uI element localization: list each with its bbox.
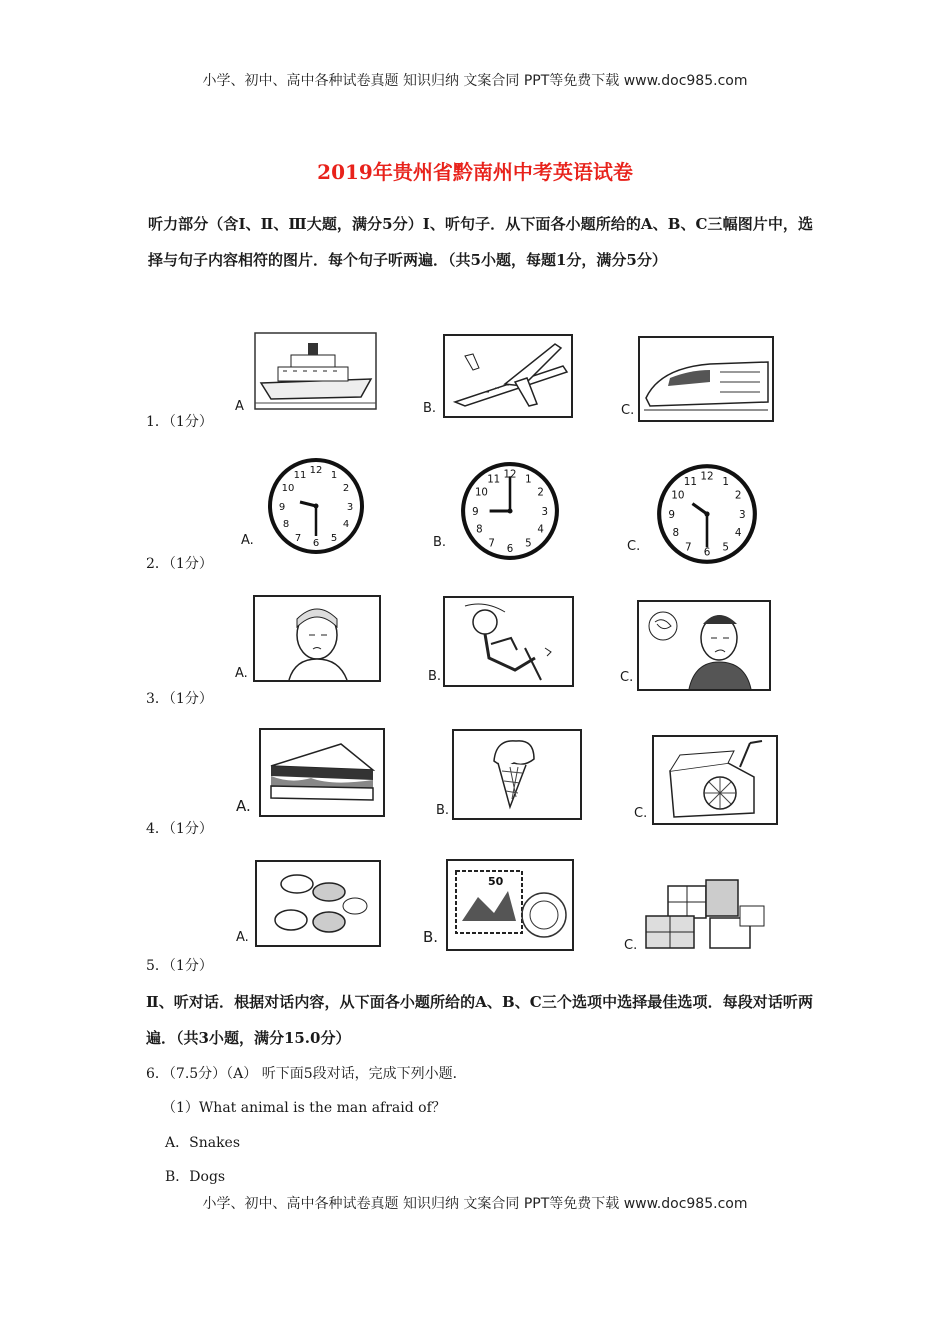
svg-text:7: 7 [294,533,302,544]
page-footer: 小学、初中、高中各种试卷真题 知识归纳 文案合同 PPT等免费下载 www.doc985.com [202,1196,748,1212]
stamp-icon [448,861,572,949]
q4-option-b-label: B. [436,803,450,818]
svg-text:6: 6 [506,543,514,555]
airplane-icon [445,336,571,416]
gifts-picture[interactable] [640,866,768,952]
svg-text:12: 12 [503,469,517,481]
svg-text:9: 9 [668,509,675,522]
q4-option-c-label: C. [634,806,648,821]
listening-instructions: 听力部分（含Ⅰ、Ⅱ、Ⅲ大题，满分5分）Ⅰ、听句子．从下面各小题所给的A、B、C三幅图片中，选择与句子内容相符的图片．每个句子听两遍．（共5小题，每题1分，满分5分） [148,215,813,269]
svg-text:8: 8 [476,524,483,536]
svg-text:10: 10 [281,483,295,494]
svg-text:2: 2 [734,489,742,502]
svg-text:11: 11 [487,474,501,486]
stamp-value-text: 50 [488,875,504,888]
stomachache-picture[interactable] [637,600,771,691]
question-6-sub-1: （1）What animal is the man afraid of？ [162,1100,446,1116]
clock-half-past-nine[interactable] [266,456,366,556]
svg-text:1: 1 [330,470,338,481]
question-4-label: 4．（1分） [146,821,213,837]
ice-cream-icon [454,731,580,818]
sandwich-icon [261,730,383,815]
q3-option-c-label: C. [620,670,634,685]
q3-option-a-label: A. [235,666,248,681]
svg-text:12: 12 [309,465,323,476]
stamp-picture[interactable] [446,859,574,951]
bullet-train-icon [640,338,772,420]
question-3-label: 3．（1分） [146,691,213,707]
svg-text:6: 6 [312,538,320,549]
svg-text:4: 4 [537,524,544,536]
bandaged-head-icon [255,597,379,680]
svg-text:12: 12 [700,470,714,483]
injured-person-icon [445,598,572,685]
q5-option-c-label: C. [624,938,638,953]
gift-boxes-icon [640,866,768,952]
page-header: 小学、初中、高中各种试卷真题 知识归纳 文案合同 PPT等免费下载 www.doc985.com [202,73,748,89]
q2-option-b-label: B. [433,535,447,550]
svg-text:8: 8 [282,519,290,530]
orange-juice-picture[interactable] [652,735,778,825]
airplane-picture[interactable] [443,334,573,418]
clock-icon [266,456,366,556]
q4-option-a-label: A. [236,797,251,815]
q5-option-b-label: B. [423,928,439,946]
svg-text:10: 10 [474,487,488,499]
svg-text:6: 6 [703,546,711,559]
headache-picture[interactable] [253,595,381,682]
clock-nine[interactable] [459,460,561,562]
cruise-ship-picture[interactable] [253,331,378,411]
ice-cream-picture[interactable] [452,729,582,820]
broken-leg-picture[interactable] [443,596,574,687]
svg-text:1: 1 [525,474,532,486]
cruise-ship-icon [253,331,378,411]
question-6-option-a[interactable]: A．Snakes [165,1135,241,1151]
q3-option-b-label: B. [428,669,442,684]
question-2-label: 2．（1分） [146,556,213,572]
section-2-instructions: Ⅱ、听对话．根据对话内容，从下面各小题所给的A、B、C三个选项中选择最佳选项．每段对话听两遍．（共3小题，满分15.0分） [146,993,813,1047]
q2-option-a-label: A. [241,533,254,548]
q1-option-a-label: A [235,399,244,414]
question-6-option-b[interactable]: B．Dogs [165,1169,226,1185]
question-5-label: 5．（1分） [146,958,213,974]
svg-text:2: 2 [537,487,544,499]
coins-picture[interactable] [255,860,381,947]
svg-text:3: 3 [541,507,548,519]
clock-half-past-ten[interactable] [655,462,759,566]
question-6-header: 6．（7.5分）（A） 听下面5段对话，完成下列小题． [146,1066,467,1082]
svg-text:10: 10 [671,489,685,502]
sandwich-picture[interactable] [259,728,385,817]
juice-box-icon [654,737,776,823]
svg-text:7: 7 [684,541,692,554]
svg-text:7: 7 [488,538,495,550]
svg-text:9: 9 [472,507,479,519]
sick-person-icon [639,602,769,689]
svg-text:9: 9 [278,502,286,513]
clock-icon [655,462,759,566]
page-title: 2019年贵州省黔南州中考英语试卷 [317,160,633,184]
question-1-label: 1．（1分） [146,414,213,430]
clock-icon [459,460,561,562]
q1-option-c-label: C. [621,403,635,418]
svg-text:4: 4 [734,526,742,539]
svg-text:5: 5 [722,541,730,554]
bullet-train-picture[interactable] [638,336,774,422]
svg-text:1: 1 [722,475,730,488]
svg-text:3: 3 [739,509,746,522]
svg-text:4: 4 [342,519,350,530]
svg-text:11: 11 [293,470,307,481]
svg-text:5: 5 [330,533,338,544]
q5-option-a-label: A. [236,930,249,945]
svg-text:11: 11 [683,475,697,488]
svg-text:8: 8 [672,526,680,539]
svg-text:2: 2 [342,483,350,494]
svg-text:3: 3 [346,502,354,513]
coins-icon [257,862,379,945]
q1-option-b-label: B. [423,401,437,416]
svg-text:5: 5 [525,538,532,550]
q2-option-c-label: C. [627,539,641,554]
